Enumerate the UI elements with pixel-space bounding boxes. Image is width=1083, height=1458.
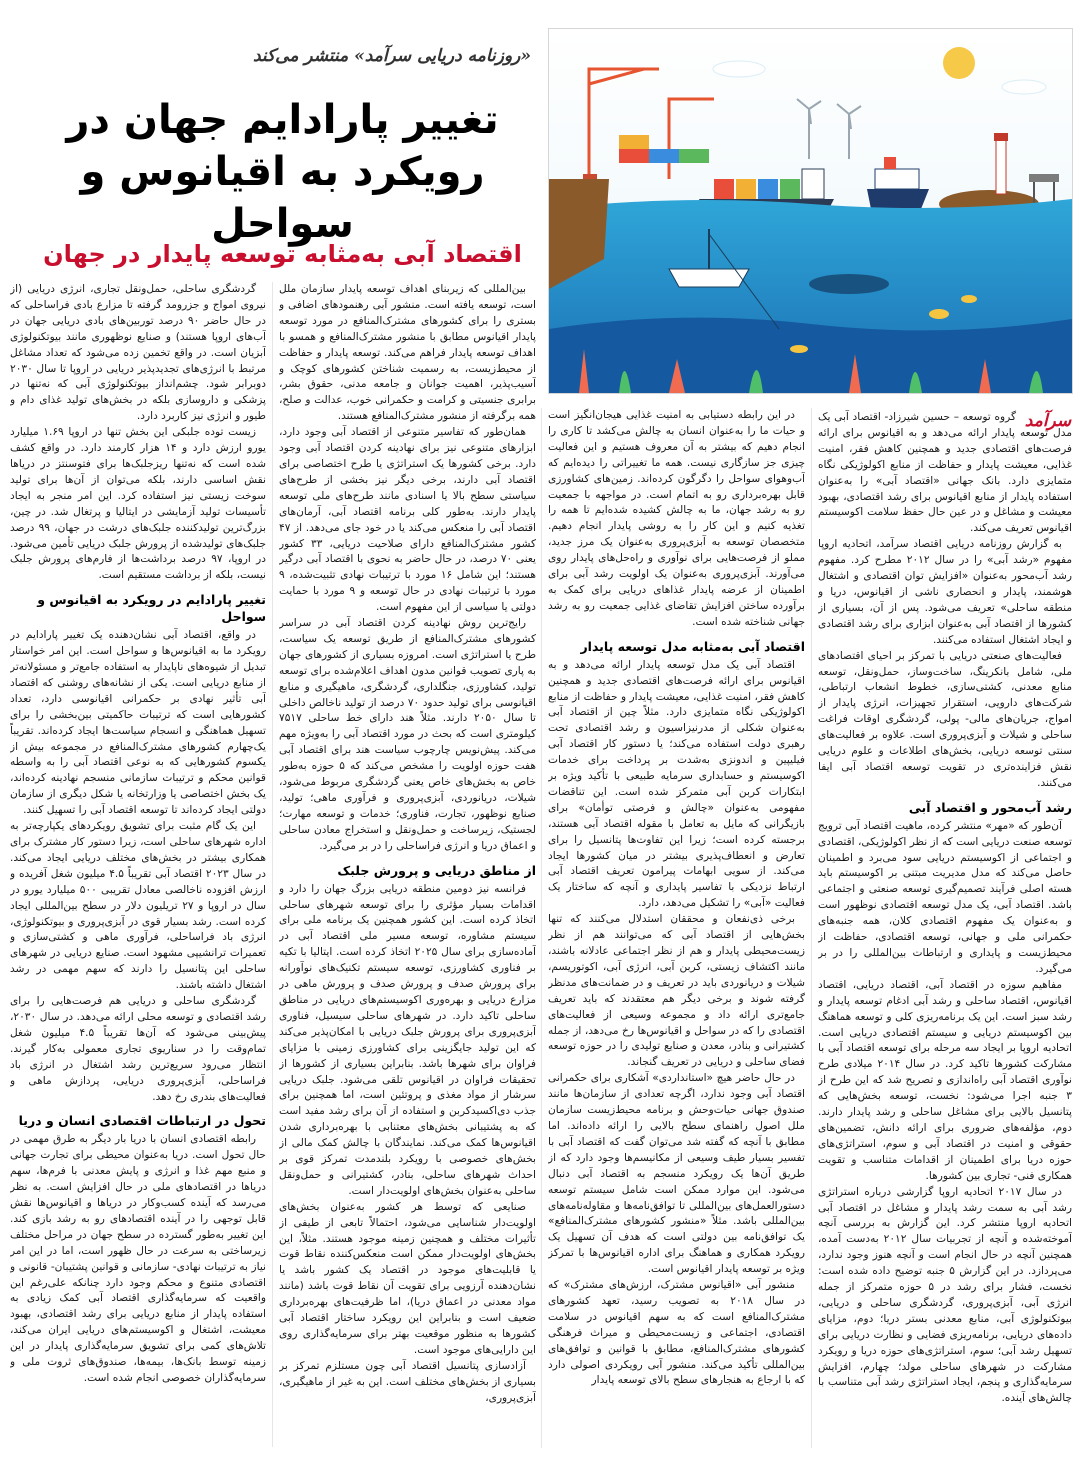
section-heading: رشد آب‌محور و اقتصاد آبی bbox=[908, 799, 1072, 815]
section-heading: از مناطق دریایی و پرورش جلبک bbox=[337, 862, 536, 878]
body-paragraph: فرانسه نیز دومین منطقه دریایی بزرگ جهان را دارد و اقدامات بسیار مؤثری را برای توسعه شهرهای ساحلی اتخاذ کرده است. این کشور همچنین یک برنامه ملی برای سیستم مشاوره، توسعه مسیر ملی اقتصاد آبی در آماده‌سازی برای سال ۲۰۲۵ اتخاذ کرده است. ایتالیا با تکیه بر فناوری کشاورزی، توسعه سیستم تکنیک‌های نوآورانه برای پرورش صدف و پرورش صدف و پرورش ماهی در مزارع دریایی و بهره‌وری اکوسیستم‌های دریایی در مناطق ساحلی تاکید دارد. در شهرهای ساحلی سیسیل، فناوری آبزی‌پروری برای پرورش جلبک دریایی با امکان‌پذیر می‌کند که این تولید جایگزینی برای کشاورزی زمینی با مزایای فراوان برای شهرها باشد. بنابراین بسیاری از کشورها از تحقیقات فراوان در اقیانوس تلقی می‌شود. جلبک دریایی سرشار از مواد مغذی و پروتئین است، اما همچنین برای جذب دی‌اکسیدکربن و استفاده از آن برای رشد مفید است که به پشتیبانی بخش‌های معتنابی با بهره‌برداری شدن اقیانوس‌ها کمک می‌کند. نمایندگان با چالش کمک مالی از بخش‌های خصوصی با رویکرد بلندمدت تمرکز قوی بر احداث شهرهای ساحلی، بنادر، کشتیرانی و حمل‌ونقل ساحلی به‌عنوان بخش‌های اولویت‌دار است. bbox=[279, 882, 536, 1197]
headline: تغییر پارادایم جهان در رویکرد به اقیانوس و سواحل bbox=[66, 97, 499, 247]
ocean-economy-illustration bbox=[548, 28, 1073, 394]
newspaper-logo: سرآمد bbox=[1024, 411, 1072, 431]
column-divider bbox=[272, 282, 273, 1447]
body-paragraph: گردشگری ساحلی و دریایی هم فرصت‌هایی را برای رشد اقتصادی و توسعه محلی ارائه می‌دهد. در سال ۲۰۳۰، پیش‌بینی می‌شود که آن‌ها تقریباً ۴.۵ میلیون شغل تمام‌وقت را در سناریوی تجاری معمولی به‌کار گیرند. انتظار می‌رود سریع‌ترین رشد اشتغال در انرژی باد فراساحلی، آبزی‌پروری دریایی، پردازش ماهی و فعالیت‌های بندری رخ دهد. bbox=[10, 995, 266, 1103]
body-paragraph: گروه توسعه – حسین شیرزاد- اقتصاد آبی یک مدل توسعه پایدار ارائه می‌دهد و به اقیانوس برای ارائه فرصت‌های اقتصادی جدید و همچنین کاهش فقر، امنیت غذایی، معیشت پایدار و حفاظت از منابع اکولوژیکی نگاه متمایزی دارد. بانک جهانی «اقتصاد آبی» را به‌عنوان استفاده پایدار از منابع اقیانوس برای رشد اقتصادی، بهبود معیشت و مشاغل و در عین حال حفظ سلامت اکوسیستم اقیانوس تعریف می‌کند. bbox=[818, 411, 1072, 535]
body-paragraph: در سال ۲۰۱۷ اتحادیه اروپا گزارشی درباره استراتژی رشد آبی به سمت رشد پایدار و مشاغل در اقتصاد آبی اتحادیه اروپا منتشر کرد. این گزارش به بررسی آنچه آموخته‌شده و آنچه از تجربیات سال ۲۰۱۲ به‌دست آمده، همچنین آنچه در حال انجام است و آنچه هنوز وجود ندارد، می‌پردازد. در این گزارش ۵ جنبه توضیح داده شده است: نخست، فشار برای رشد در ۵ حوزه متمرکز از جمله انرژی آبی، آبزی‌پروری، گردشگری ساحلی و دریایی، بیوتکنولوژی آبی، منابع معدنی بستر دریا؛ دوم، مزایای داده‌های دریایی، برنامه‌ریزی فضایی و نظارت دریایی برای تسهیل رشد آبی؛ سوم، استراتژی‌های حوزه دریا و رویکرد مشارکت در شهرهای ساحلی مولد؛ چهارم، افزایش سرمایه‌گذاری و پنجم، ایجاد استراتژی رشد آبی متناسب با چالش‌های آینده. bbox=[818, 1185, 1072, 1405]
body-paragraph: رابطه اقتصادی انسان با دریا بار دیگر به طرق مهمی در حال تحول است. دریا به‌عنوان محیطی برای تجارت جهانی و منبع مهم غذا و انرژی و پایش معدنی با فرم‌ها، سهم دریاها در اقتصادهای ملی در حال افزایش است. به نظر می‌رسد که آینده کسب‌وکار در دریاها و اقیانوس‌ها نقش قابل توجهی را در آینده اقتصادهای رو به رشد بازی کند. این تغییر به‌طور گسترده در سطح جهان در مراحل مختلف زیرساختی به سرعت در حال ظهور است، اما در این امر نیاز به ترتیبات نهادی- سازمانی و قوانین پشتیبان- قانونی و اقتصادی متنوع و محکم وجود دارد چنانکه علی‌رغم این واقعیت که سرمایه‌گذاری اقتصاد آبی کمک زیادی به استفاده پایدار از منابع دریایی برای رشد اقتصادی، بهبود معیشت، اشتغال و اکوسیستم‌های دریایی ایران می‌کند، تلاش‌های کمی برای تشویق سرمایه‌گذاری پایدار در این زمینه توسط بانک‌ها، بیمه‌ها، صندوق‌های ثروت ملی و سرمایه‌گذاران خصوصی انجام شده است. bbox=[10, 1133, 266, 1384]
section-heading: اقتصاد آبی به‌مثابه مدل توسعه پایدار bbox=[580, 638, 805, 654]
section-heading: تحول در ارتباطات اقتصادی انسان و دریا bbox=[18, 1113, 266, 1129]
body-paragraph: اقتصاد آبی یک مدل توسعه پایدار ارائه می‌دهد و به اقیانوس برای ارائه فرصت‌های اقتصادی جدید و همچنین کاهش فقر، امنیت غذایی، معیشت پایدار و حفاظت از منابع اکولوژیکی نگاه متمایزی دارد. مثلاً چین از اقتصاد آبی به‌عنوان شکلی از مدرنیزاسیون و رشد اقتصادی تحت رهبری دولت استفاده می‌کند؛ یا دستور کار اقتصاد آبی فیلیپین و اندونزی به‌شدت بر پرداخت برای خدمات اکوسیستم و حسابداری سرمایه طبیعی با تأکید ویژه بر ابتکارات کربن آبی متمرکز شده است. این تناقضات مفهومی به‌عنوان «چالش و فرصتی توأمان» برای بازیگرانی که مایل به تعامل با مقوله اقتصاد آبی هستند، برجسته کرده است؛ زیرا این تفاوت‌ها پتانسیل را برای تعارض و انعطاف‌پذیری بیشتر در میان کشورها ایجاد می‌کند. از سویی ابهامات پیرامون تعریف اقتصاد آبی ارتباط نزدیکی با تفاسیر پایداری و آنچه که ساختار یک فعالیت «آبی» را تشکیل می‌دهد، دارد. bbox=[548, 658, 805, 910]
column-divider bbox=[811, 408, 812, 1448]
body-paragraph: مفاهیم سوزه در اقتصاد آبی، اقتصاد دریایی، اقتصاد اقیانوس، اقتصاد ساحلی و رشد آبی ادغام توسعه پایدار و رشد سبز است. این یک برنامه‌ریزی کلی و توسعه هماهنگ بین اکوسیستم دریایی و سیستم اقتصادی دریایی است. اتحادیه اروپا بر ایجاد سه مرحله برای توسعه اقتصاد آبی با مشارکت کشورها تاکید کرد. در سال ۲۰۱۴ میلادی طرح نوآوری اقتصاد آبی راه‌اندازی و تصریح شد که این طرح از ۳ جنبه اجرا می‌شود: نخست، توسعه بخش‌هایی که پتانسیل بالایی برای مشاغل ساحلی و رشد پایدار دارند. دوم، مؤلفه‌های ضروری برای ارائه دانش، تضمین‌های حقوقی و امنیت در اقتصاد آبی و سوم، استراتژی‌های حوزه دریا برای اطمینان از اقدامات متناسب و تقویت همکاری فنی- تجاری بین کشورها. bbox=[818, 978, 1072, 1182]
section-heading: تغییر پارادایم در رویکرد به اقیانوس و سواحل bbox=[37, 592, 266, 625]
body-paragraph: منشور آبی «اقیانوس مشترک، ارزش‌های مشترک» که در سال ۲۰۱۸ به تصویب رسید، تعهد کشورهای مشترک‌المنافع است که به سهم اقیانوس در سلامت اقتصادی، اجتماعی و زیست‌محیطی و میراث فرهنگی کشورهای مشترک‌المنافع، مطابق با قوانین و توافق‌های بین‌المللی تأکید می‌کند. منشور آبی رویکردی اصولی دارد که با ارجاع به هنجارهای سطح بالای توسعه پایدار bbox=[548, 1279, 805, 1387]
body-paragraph: آن‌طور که «مهر» منتشر کرده، ماهیت اقتصاد آبی ترویج توسعه صنعت دریایی است که از نظر اکولوژیکی، اقتصادی و اجتماعی از اکوسیستم دریایی سود می‌برد و اطمینان حاصل می‌کند که مدل مدیریت مبتنی بر اکوسیستم باید هسته اصلی فرآیند تصمیم‌گیری توسعه صنعتی و اجتماعی باشد. اقتصاد آبی، یک مدل توسعه اقتصادی نوظهور است و به‌عنوان یک مفهوم اقتصادی کلان، همه جنبه‌های حکمرانی ملی و جهانی، توسعه اقتصادی، حفاظت از محیط‌زیست و پایداری و ارتباطات بین‌المللی را در بر می‌گیرد. bbox=[818, 819, 1072, 975]
article-column-1 bbox=[818, 410, 1072, 1450]
body-paragraph: فعالیت‌های صنعتی دریایی با تمرکز بر احیای اقتصادهای ملی، شامل بانکرینگ، ساخت‌وساز، حمل‌ونقل، توسعه منابع معدنی، کشتی‌سازی، خطوط انشعاب ارتباطی، شرکت‌های دارویی، استقرار تجهیزات، انرژی پایدار از امواج، جریان‌های مالی- پولی، گردشگری اوقات فراغت ساحلی و شیلات و آبزی‌پروری است. علاوه بر فعالیت‌های سنتی توسعه دریایی، بخش‌های اطلاعات و علوم دریایی نقش فزاینده‌تری در تقویت توسعه اقتصاد آبی ایفا می‌کنند. bbox=[818, 649, 1072, 789]
column-divider bbox=[541, 408, 542, 1448]
body-paragraph: در این رابطه دستیابی به امنیت غذایی هیجان‌انگیز است و حیات ما را به‌عنوان انسان به چالش می‌کشد تا کاری را انجام دهیم که بیشتر به آن معروف هستیم و این فعالیت چیزی جز سازگاری نیست. همه ما تغییراتی را دیده‌ایم که آب‌وهوای سواحل را دگرگون کرده‌اند. زمین‌های کشاورزی قابل بهره‌برداری رو به اتمام است. در مواجهه با جمعیت رو به رشد جهان، ما به چالش کشیده شده‌ایم تا همه را تغذیه کنیم و این کار را به روشی پایدار انجام دهیم. متخصصان توسعه به آبزی‌پروری به‌عنوان یک مرز جدید، مملو از فرصت‌هایی برای نوآوری و راه‌حل‌های پایدار روی می‌آورند. آبزی‌پروری به‌عنوان یک اولویت رشد آبی برای اطمینان از عرضه پایدار غذاهای دریایی برای کمک به برآورده ساختن افزایش تقاضای غذایی جمعیت رو به رشد جهانی شناخته شده است. bbox=[548, 409, 805, 628]
subheadline: اقتصاد آبی به‌مثابه توسعه پایدار در جهان bbox=[43, 240, 522, 268]
body-paragraph: زیست توده جلبکی این بخش تنها در اروپا ۱.۶۹ میلیارد یورو ارزش دارد و ۱۴ هزار کارمند دارد. در واقع کشف شده است که نه‌تنها ریزجلبک‌ها برای فتوسنتز در دریاها نقش اساسی دارند، بلکه می‌توان از آن‌ها برای تولید سوخت زیستی نیز استفاده کرد. این امر منجر به ایجاد تأسیسات تولید آزمایشی در ایتالیا و پرتغال شد. در چین، بزرگ‌ترین تولیدکننده جلبک‌های درشت در جهان، ۹۹ درصد جلبک‌های تولیدشده از پرورش جلبک دریایی تأمین می‌شود. در اروپا، ۹۷ درصد برداشت‌ها از فارم‌های پرورش جلبک نیست، بلکه از برداشت مستقیم است. bbox=[10, 426, 266, 582]
body-paragraph: برخی ذی‌نفعان و محققان استدلال می‌کنند که تنها بخش‌هایی از اقتصاد آبی که می‌توانند هم از نظر زیست‌محیطی پایدار و هم از نظر اجتماعی عادلانه باشند، مانند اکتشاف زیستی، کربن آبی، انرژی آبی، اکوتوریسم، شیلات و دریانوردی باید در تعریف و در ضمانت‌های مدنظر گرفته شوند و برخی دیگر هم معتقدند که باید تعریف جامع‌تری ارائه داد و مجموعه وسیعی از فعالیت‌های اقتصادی را که در سواحل و اقیانوس‌ها رخ می‌دهد، از جمله کشتیرانی و بنادر، معدن و صنایع تولیدی را در حوزه توسعه فضای ساحلی و دریایی در تعریف گنجاند. bbox=[548, 913, 805, 1069]
body-paragraph: آزادسازی پتانسیل اقتصاد آبی چون مستلزم تمرکز بر بسیاری از بخش‌های مختلف است. این به غیر از ماهیگیری، آبزی‌پروری، bbox=[279, 1359, 536, 1404]
body-paragraph: بین‌المللی که زیربنای اهداف توسعه پایدار سازمان ملل است، توسعه یافته است. منشور آبی رهنمودهای اضافی و بستری را برای کشورهای مشترک‌المنافع در مورد توسعه پایدار اقیانوس مطابق با منشور مشترک‌المنافع و همسو با اهداف توسعه پایدار فراهم می‌کند. توسعه پایدار و حفاظت از محیط‌زیست، به رسمیت شناختن کشورهای کوچک و آسیب‌پذیر، اهمیت جوانان و جامعه مدنی، حقوق بشر، برابری جنسیتی و کرامت و حکمرانی خوب، عدالت و صلح، همه برگرفته از منشور مشترک‌المنافع هستند. bbox=[279, 283, 536, 423]
body-paragraph: این یک گام مثبت برای تشویق رویکردهای یکپارچه‌تر به اداره شهرهای ساحلی است، زیرا دستور کار مشترک برای همکاری بیشتر در بخش‌های مختلف دریایی ایجاد می‌کند. در سال ۲۰۲۳ اقتصاد آبی تقریباً ۴.۵ میلیون شغل آفریده و ارزش افزوده ناخالصی معادل تقریبی ۵۰۰ میلیارد یورو در سال در اروپا و ۲۷ تریلیون دلار در سطح بین‌المللی ایجاد کرده است. رشد بسیار قوی در آبزی‌پروری و بیوتکنولوژی، انرژی باد فراساحلی، فرآوری ماهی و کشتی‌سازی و تعمیرات ترانشیپی مشهود است. صنایع دریایی در شهرهای ساحلی این پتانسیل را دارند که سهم مهمی در رشد اشتغال داشته باشند. bbox=[10, 820, 266, 992]
body-paragraph: رایج‌ترین روش نهادینه کردن اقتصاد آبی در سراسر کشورهای مشترک‌المنافع از طریق توسعه یک سیاست، طرح یا استراتژی است. امروزه بسیاری از کشورهای جهان به پاری تصویب قوانین مدون اهداف اعلام‌شده برای توسعه تولید، کشاورزی، جنگلداری، گردشگری، ماهیگیری و منابع اقیانوسی برای تولید حدود ۷۰ درصد از تولید ناخالص داخلی تا سال ۲۰۵۰ دارند. مثلاً هند دارای خط ساحلی ۷۵۱۷ کیلومتری است که بحث در مورد اقتصاد آبی را به‌ویژه مهم می‌کند. پیش‌نویس چارچوب سیاست هند برای اقتصاد آبی هفت حوزه اولویت را مشخص می‌کند که ۵ حوزه به‌طور خاص به بخش‌های خاص یعنی گردشگری مربوط می‌شود، شیلات، دریانوردی، آبزی‌پروری و فرآوری ماهی؛ تولید، صنایع نوظهور، تجارت، فناوری؛ خدمات و توسعه مهارت؛ لجستیک، زیرساخت و حمل‌ونقل و استخراج معادن ساحلی و اعماق دریا و انرژی فراساحلی را در بر می‌گیرد. bbox=[279, 617, 536, 852]
body-paragraph: در حال حاضر هیچ «استانداردی» آشکاری برای حکمرانی اقتصاد آبی وجود ندارد، اگرچه تعدادی از سازمان‌ها مانند صندوق جهانی حیات‌وحش و برنامه محیط‌زیست سازمان ملل اصول راهنمای سطح بالایی را ارائه داده‌اند. اما مطابق با آنچه که گفته شد می‌توان گفت که اقتصاد آبی با تفسیر بسیار طیف وسیعی از مکانیسم‌ها وجود دارد که از طریق آن‌ها یک رویکرد منسجم به اقتصاد آبی دنبال می‌شود. این موارد ممکن است شامل سیستم توسعه دستورالعمل‌های بین‌المللی تا توافق‌نامه‌ها و مقاوله‌نامه‌های بین‌المللی باشد. مثلاً «منشور کشورهای مشترک‌المنافع» یک توافق‌نامه بین دولتی است که هدف آن تسهیل یک رویکرد همکاری و هماهنگ برای اداره اقیانوس‌ها با تمرکز ویژه بر توسعه پایدار اقیانوس است. bbox=[548, 1072, 805, 1276]
body-paragraph: به گزارش روزنامه دریایی اقتصاد سرآمد، اتحادیه اروپا مفهوم «رشد آبی» را در سال ۲۰۱۲ مطرح کرد. مفهوم رشد آب‌محور به‌عنوان «افزایش توان اقتصادی و اشتغال هوشمند، پایدار و انحصاری ناشی از اقیانوس، دریا و منطقه ساحلی» تعریف می‌شود. پس از آن، بسیاری از کشورها از اقتصاد آبی به‌عنوان ابزاری برای رشد اقتصادی و ایجاد اشتغال استفاده می‌کنند. bbox=[818, 538, 1072, 646]
body-paragraph: صنایعی که توسط هر کشور به‌عنوان بخش‌های اولویت‌دار شناسایی می‌شود، احتمالاً تابعی از طیفی از تأثیرات مختلف و همچنین زمینه موجود هستند. مثلاً، این بخش‌های اولویت‌دار ممکن است منعکس‌کننده نقاط قوت یا قابلیت‌های موجود در اقتصاد یک کشور باشد یا نشان‌دهنده آرزویی برای تقویت آن نقاط قوت باشد (مانند مواد معدنی در اعماق دریا)، اما ظرفیت‌های بهره‌برداری ضعیف است و بنابراین این رویکرد ساختار اقتصاد آبی کشورها به منظور موقعیت بهتر برای سرمایه‌گذاری روی این دارایی‌های موجود است. bbox=[279, 1200, 536, 1356]
article-column-3 bbox=[279, 282, 536, 1450]
body-paragraph: در واقع، اقتصاد آبی نشان‌دهنده یک تغییر پارادایم در رویکرد ما به اقیانوس‌ها و سواحل است. این امر خواستار تبدیل از شیوه‌های ناپایدار به استفاده جامع‌تر و مسئولانه‌تر از منابع دریایی است. یکی از نشانه‌های روشنی که اقتصاد آبی تأثیر نهادی بر حکمرانی اقیانوسی دارد، تعداد کشورهایی است که ترتیبات حاکمیتی بین‌بخشی را برای تسهیل هماهنگی و انسجام سیاست‌ها ایجاد کرده‌اند. تقریباً یک‌چهارم کشورهای مشترک‌المنافع در مجموعه بیش از یکسوم کشورهایی که به نوعی اقتصاد آبی را به واسطه قوانین محکم و ترتیبات سازمانی منسجم نهادینه کرده‌اند، یک بخش اختصاصی یا وزارتخانه یا شکل دیگری از سازمان دولتی ایجاد کرده‌اند تا توسعه اقتصاد آبی را تسهیل کنند. bbox=[10, 629, 266, 817]
kicker: «روزنامه دریایی سرآمد» منتشر می‌کند bbox=[253, 46, 531, 66]
article-column-4 bbox=[10, 282, 266, 1450]
article-column-2 bbox=[548, 408, 805, 1450]
body-paragraph: همان‌طور که تفاسیر متنوعی از اقتصاد آبی وجود دارد، ابزارهای متنوعی نیز برای نهادینه کردن اقتصاد آبی وجود دارد. برخی کشورها یک استراتژی یا طرح اختصاصی برای اقتصاد آبی دارند، برخی دیگر نیز بخشی از طرح‌های سیاستی سطح بالا یا اسنادی مانند طرح‌های ملی توسعه پایدار دارند. به‌طور کلی برنامه اقتصاد آبی، آرمان‌های اقتصاد آبی را منعکس می‌کند یا در خود جای می‌دهد. از ۴۷ کشور مشترک‌المنافع دارای صلاحیت دریایی، ۳۳ کشور یعنی ۷۰ درصد، در حال حاضر به نحوی با اقتصاد آبی درگیر هستند؛ این شامل ۱۶ مورد با ترتیبات نهادی تثبیت‌شده، ۹ مورد با ترتیبات نهادی در حال توسعه و ۹ مورد با حمایت دولتی یا سیاسی از این مفهوم است. bbox=[279, 426, 536, 614]
body-paragraph: گردشگری ساحلی، حمل‌ونقل تجاری، انرژی دریایی (از نیروی امواج و جزرومد گرفته تا مزارع بادی فراساحلی که در حال حاضر ۹۰ درصد توربین‌های بادی دریایی جهان در آب‌های اروپا هستند) و صنایع نوظهوری مانند بیوتکنولوژی آبزیان است. در واقع تخمین زده می‌شود که تعداد مشاغل مرتبط با انرژی‌های تجدیدپذیر دریایی در اروپا تا سال ۲۰۳۰ دوبرابر شود. چشم‌انداز بیوتکنولوژی آبی که نه‌تنها در پزشکی و داروسازی بلکه در بخش‌های تولید غذای دام و طیور و انرژی نیز کاربرد دارد. bbox=[10, 283, 266, 423]
